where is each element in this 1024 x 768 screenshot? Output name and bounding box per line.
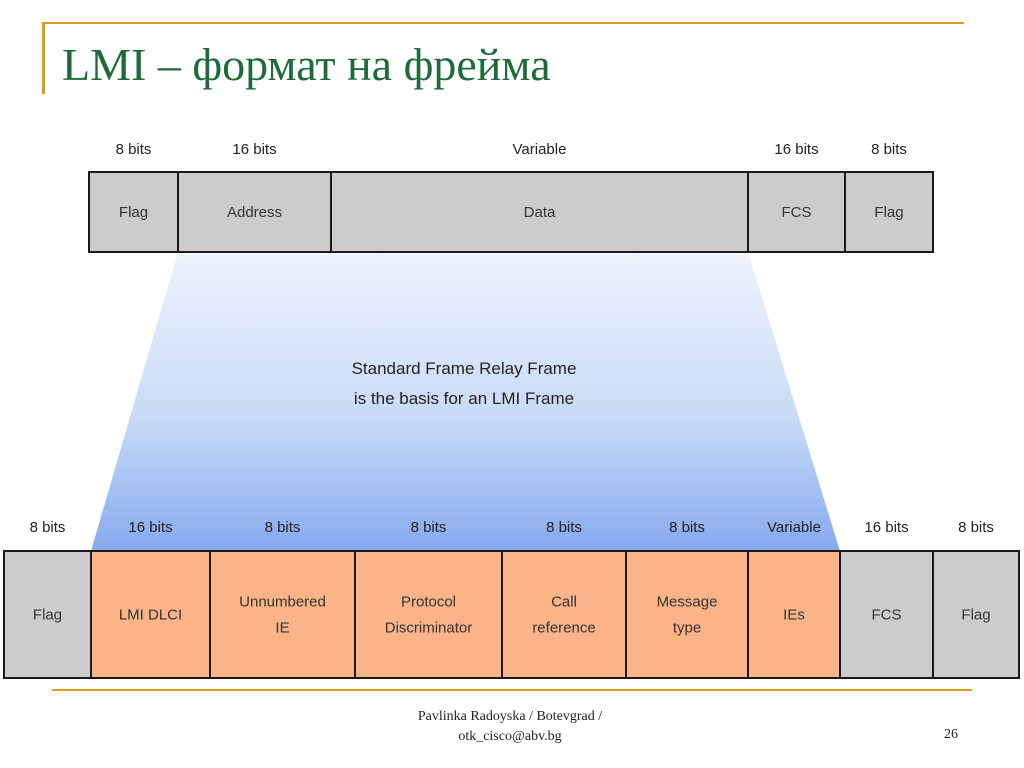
caption-line-1: Standard Frame Relay Frame xyxy=(351,359,577,378)
standard-field-label: FCS xyxy=(781,204,812,221)
lmi-field-box xyxy=(626,551,748,678)
standard-field-data xyxy=(331,172,748,252)
lmi-field-label: Protocol Discriminator xyxy=(384,593,473,637)
standard-field-address xyxy=(178,172,331,252)
lmi-bits-label: Variable xyxy=(767,519,821,536)
lmi-bits-label: 16 bits xyxy=(128,519,173,536)
lmi-field-label: Flag xyxy=(961,606,991,624)
lmi-bits-label: 16 bits xyxy=(864,519,909,536)
lmi-field-label: LMI DLCI xyxy=(118,606,183,624)
lmi-field-fcs xyxy=(840,551,933,678)
footer-author: Pavlinka Radoyska / Botevgrad / xyxy=(417,709,603,724)
standard-field-label: Data xyxy=(523,204,556,221)
standard-field-label: Flag xyxy=(874,204,904,221)
standard-bits-label: 8 bits xyxy=(871,141,907,158)
lmi-field-message-type xyxy=(626,551,748,678)
standard-frame-row xyxy=(89,172,933,252)
lmi-bits-label: 8 bits xyxy=(29,519,66,536)
footer xyxy=(340,707,680,747)
lmi-frame-row xyxy=(4,551,1019,678)
standard-bits-label: Variable xyxy=(512,141,567,158)
lmi-field-flag xyxy=(4,551,91,678)
lmi-bits-label: 8 bits xyxy=(264,519,301,536)
lmi-field-box xyxy=(210,551,355,678)
lmi-field-label: FCS xyxy=(871,606,902,624)
lmi-bits-label: 8 bits xyxy=(669,519,705,536)
standard-field-flag xyxy=(89,172,178,252)
standard-field-label: Address xyxy=(226,204,283,221)
lmi-field-box xyxy=(355,551,502,678)
lmi-bits-label: 8 bits xyxy=(546,519,582,536)
lmi-field-call-reference xyxy=(502,551,626,678)
standard-field-label: Flag xyxy=(118,204,149,221)
lmi-field-label: Call reference xyxy=(532,593,596,637)
standard-bits-label: 8 bits xyxy=(115,141,152,158)
lmi-bits-label: 8 bits xyxy=(410,519,447,536)
lmi-field-label: Unnumbered IE xyxy=(239,593,326,637)
caption-line-2: is the basis for an LMI Frame xyxy=(353,389,575,408)
lmi-field-label: Flag xyxy=(32,606,63,624)
lmi-field-box xyxy=(502,551,626,678)
footer-email: otk_cisco@abv.bg xyxy=(458,729,562,744)
lmi-field-lmi-dlci xyxy=(91,551,210,678)
standard-bits-label: 16 bits xyxy=(774,141,819,158)
page-number: 26 xyxy=(944,727,958,742)
standard-field-fcs xyxy=(748,172,845,252)
lmi-field-flag xyxy=(933,551,1019,678)
lmi-bits-label: 8 bits xyxy=(958,519,994,536)
standard-bits-label: 16 bits xyxy=(232,141,277,158)
standard-field-flag xyxy=(845,172,933,252)
lmi-field-label: Message type xyxy=(656,593,718,637)
lmi-field-protocol-discriminator xyxy=(355,551,502,678)
lmi-field-label: IEs xyxy=(783,606,805,624)
standard-frame-bit-labels xyxy=(116,141,907,158)
lmi-field-unnumbered-ie xyxy=(210,551,355,678)
lmi-field-ies xyxy=(748,551,840,678)
slide-title: LMI – формат на фрейма xyxy=(62,39,551,90)
